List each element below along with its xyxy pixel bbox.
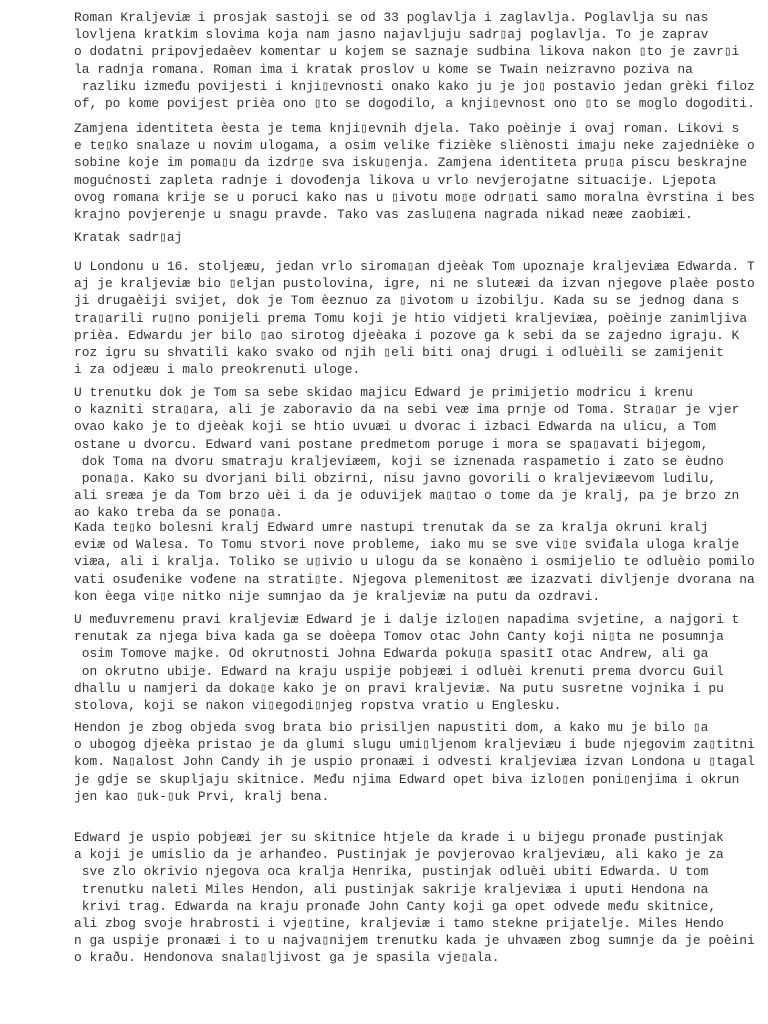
- paragraph-summary-1: [74, 258, 764, 378]
- text-line: krajno povjerenje u snagu pravde. Tako vas zaslu▯ena nagrada nikad neæe zaobiæi.: [74, 206, 693, 222]
- text-line: je gdje se skupljaju skitnice. Među njima Edward opet biva izlo▯en poni▯enjima i okrun: [74, 771, 740, 787]
- text-line: Edward je uspio pobjeæi jer su skitnice htjele da krade i u bijegu pronađe pustinjak: [74, 830, 724, 845]
- text-line: osim Tomove majke. Od okrutnosti Johna Edwarda poku▯a spasitI otac Andrew, ali ga: [74, 646, 709, 662]
- text-line: jen kao ▯uk-▯uk Prvi, kralj bena.: [74, 788, 330, 804]
- text-line: o ubogog djeèka pristao je da glumi slugu umi▯ljenom kraljeviæu i bude njegovim za▯titni: [74, 737, 755, 753]
- text-line: ali sreæa je da Tom brzo uèi i da je oduvijek ma▯tao o tome da je kralj, pa je brzo zn: [74, 488, 740, 504]
- paragraph-identity-theme: [74, 120, 764, 223]
- text-line: Hendon je zbog objeda svog brata bio prisiljen napustiti dom, a kako mu je bilo ▯a: [74, 720, 709, 735]
- text-line: n ga uspije pronaæi i to u najva▯nijem trenutku kada je uhvaæen zbog sumnje da je poèini: [74, 933, 755, 949]
- paragraph-structure-intro: [74, 9, 764, 112]
- paragraph-summary-5: [74, 719, 764, 805]
- text-line: of, po kome povijest prièa ono ▯to se dogodilo, a knji▯evnost ono ▯to se moglo dogoditi.: [74, 95, 755, 111]
- text-line: U Londonu u 16. stoljeæu, jedan vrlo siroma▯an djeèak Tom upoznaje kraljeviæa Edwarda. T: [74, 259, 755, 274]
- text-line: renutak za njega biva kada ga se doèepa Tomov otac John Canty koji ni▯ta ne posumnja: [74, 629, 724, 645]
- text-line: o dodatni pripovjedaèev komentar u kojem se saznaje sudbina likova nakon ▯to je zavr▯i: [74, 44, 740, 60]
- text-line: ostane u dvorcu. Edward vani postane predmetom poruge i mora se spa▯avati bijegom,: [74, 436, 709, 452]
- text-line: kom. Na▯alost John Candy ih je uspio pronaæi i odvesti kraljeviæa izvan Londona u ▯tagal: [74, 754, 755, 770]
- text-line: sve zlo okrivio njegova oca kralja Henrika, pustinjak odluèi ubiti Edwarda. U tom: [74, 864, 709, 880]
- text-line: roz igru su shvatili kako svako od njih ▯eli biti onaj drugi i odluèili se zamijenit: [74, 344, 724, 360]
- text-line: ovog romana krije se u poruci kako nas u ▯ivotu mo▯e odr▯ati samo moralna èvrstina i bes: [74, 189, 755, 205]
- text-line: stolova, koji se nakon vi▯egodi▯njeg ropstva vratio u Englesku.: [74, 697, 562, 713]
- text-line: on okrutno ubije. Edward na kraju uspije pobjeæi i odluèi krenuti prema dvorcu Guil: [74, 663, 724, 679]
- text-line: U međuvremenu pravi kraljeviæ Edward je i dalje izlo▯en napadima svjetine, a najgori t: [74, 612, 740, 627]
- paragraph-summary-2: [74, 384, 764, 522]
- text-line: dok Toma na dvoru smatraju kraljeviæem, koji se iznenada raspametio i zato se èudno: [74, 453, 724, 469]
- section-heading-summary: [74, 229, 764, 246]
- text-line: prièa. Edwardu jer bilo ▯ao sirotog djeèaka i pozove ga k sebi da se zajedno igraju. K: [74, 327, 740, 343]
- text-line: Zamjena identiteta èesta je tema knji▯evnih djela. Tako poèinje i ovaj roman. Likovi s: [74, 121, 740, 136]
- text-line: o kazniti stra▯ara, ali je zaboravio da na sebi veæ ima prnje od Toma. Stra▯ar je vjer: [74, 402, 740, 418]
- text-line: mogućnosti zapleta radnje i dovođenja likova u vrlo nevjerojatne situacije. Ljepota: [74, 172, 717, 188]
- text-line: a koji je umislio da je arhanđeo. Pustinjak je povjerovao kraljeviæu, ali kako je za: [74, 847, 724, 863]
- text-line: o kraðu. Hendonova snala▯ljivost ga je spasila vje▯ala.: [74, 950, 500, 966]
- text-line: viæa, ali i kralja. Toliko se u▯ivio u ulogu da se konaèno i osmijelio te odluèio pomilo: [74, 554, 755, 570]
- text-line: ali zbog svoje hrabrosti i vje▯tine, kraljeviæ i tamo stekne prijatelje. Miles Hendo: [74, 915, 724, 931]
- paragraph-summary-3: [74, 519, 764, 605]
- text-line: tra▯arili ru▯no ponijeli prema Tomu koji je htio vidjeti kraljeviæa, poèinje zanimljiva: [74, 310, 748, 326]
- text-line: sobine koje im poma▯u da izdr▯e sva isku▯enja. Zamjena identiteta pru▯a piscu beskrajne: [74, 155, 748, 171]
- text-line: ovao kako je to djeèak koji se htio uvuæi u dvorac i izbaci Edwarda na ulicu, a Tom: [74, 419, 717, 435]
- paragraph-summary-4: [74, 611, 764, 714]
- text-line: U trenutku dok je Tom sa sebe skidao majicu Edward je primijetio modricu i krenu: [74, 385, 693, 400]
- text-line: Kratak sadr▯aj: [74, 230, 183, 245]
- text-line: Kada te▯ko bolesni kralj Edward umre nastupi trenutak da se za kralja okruni kralj: [74, 520, 709, 535]
- text-line: la radnja romana. Roman ima i kratak proslov u kome se Twain neizravno poziva na: [74, 61, 693, 77]
- text-line: i za odjeæu i malo preokrenuti uloge.: [74, 362, 361, 378]
- text-line: vati osuđenike vođene na strati▯te. Njegova plemenitost æe izazvati divljenje dvorana na: [74, 571, 755, 587]
- text-line: Roman Kraljeviæ i prosjak sastoji se od 33 poglavlja i zaglavlja. Poglavlja su nas: [74, 10, 709, 25]
- text-line: lovljena kratkim slovima koja nam jasno najavljuju sadr▯aj poglavlja. To je zaprav: [74, 27, 709, 43]
- text-line: dhallu u namjeri da doka▯e kako je on pravi kraljeviæ. Na putu susretne vojnika i pu: [74, 680, 724, 696]
- text-line: aj je kraljeviæ bio ▯eljan pustolovina, igre, ni ne sluteæi da izvan njegove plaèe posto: [74, 276, 755, 292]
- paragraph-summary-6: [74, 829, 764, 967]
- text-line: e te▯ko snalaze u novim ulogama, a osim velike fizièke sliènosti imaju neke zajednièke o: [74, 138, 755, 154]
- text-line: razliku između povijesti i knji▯evnosti onako kako ju je jo▯ postavio jedan grèki filoz: [74, 78, 755, 94]
- text-line: kon èega vi▯e nitko nije sumnjao da je kraljeviæ na putu da ozdravi.: [74, 588, 601, 604]
- text-line: krivi trag. Edwarda na kraju pronađe John Canty koji ga opet odvede među skitnice,: [74, 898, 717, 914]
- text-line: ao kako treba da se pona▯a.: [74, 505, 283, 521]
- text-line: trenutku naleti Miles Hendon, ali pustinjak sakrije kraljeviæa i uputi Hendona na: [74, 881, 709, 897]
- text-line: ji drugaèiji svijet, dok je Tom èeznuo za ▯ivotom u izobilju. Kada su se jednog dana s: [74, 293, 740, 309]
- text-line: eviæ od Walesa. To Tomu stvori nove probleme, iako mu se sve vi▯e sviđala uloga kralje: [74, 537, 740, 553]
- text-line: pona▯a. Kako su dvorjani bili obzirni, nisu javno govorili o kraljeviæevom ludilu,: [74, 470, 717, 486]
